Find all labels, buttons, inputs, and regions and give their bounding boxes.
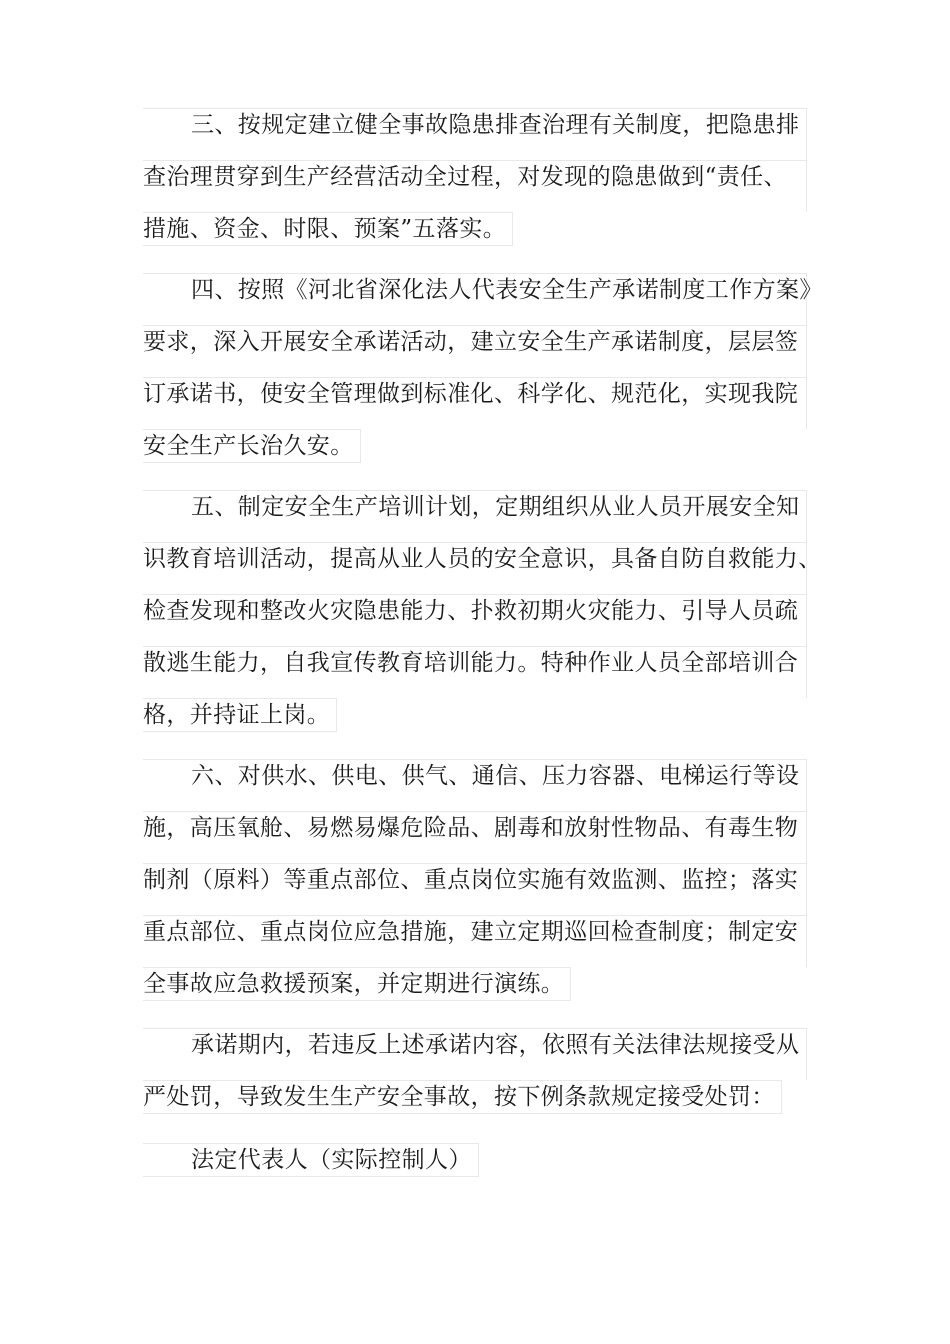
paragraph-line: 查治理贯穿到生产经营活动全过程，对发现的隐患做到“责任、 bbox=[143, 160, 807, 212]
paragraph-line: 要求，深入开展安全承诺活动，建立安全生产承诺制度，层层签 bbox=[143, 325, 807, 377]
paragraph-line: 散逃生能力，自我宣传教育培训能力。特种作业人员全部培训合 bbox=[143, 646, 807, 698]
paragraph-line: 六、对供水、供电、供气、通信、压力容器、电梯运行等设 bbox=[143, 759, 807, 811]
paragraph-line: 五、制定安全生产培训计划，定期组织从业人员开展安全知 bbox=[143, 490, 807, 542]
paragraph-line: 全事故应急救援预案，并定期进行演练。 bbox=[143, 967, 571, 1001]
paragraph-line: 制剂（原料）等重点部位、重点岗位实施有效监测、监控；落实 bbox=[143, 863, 807, 915]
paragraph-item-8 bbox=[143, 1143, 479, 1177]
paragraph-line: 重点部位、重点岗位应急措施，建立定期巡回检查制度；制定安 bbox=[143, 915, 807, 967]
paragraph-line: 施，高压氧舱、易燃易爆危险品、剧毒和放射性物品、有毒生物 bbox=[143, 811, 807, 863]
paragraph-line: 措施、资金、时限、预案”五落实。 bbox=[143, 212, 513, 246]
paragraph-item-3 bbox=[143, 108, 807, 246]
paragraph-item-4 bbox=[143, 273, 823, 463]
paragraph-item-6 bbox=[143, 759, 807, 1001]
paragraph-line: 严处罚，导致发生生产安全事故，按下例条款规定接受处罚： bbox=[143, 1080, 782, 1114]
paragraph-line: 订承诺书，使安全管理做到标准化、科学化、规范化，实现我院 bbox=[143, 377, 807, 429]
paragraph-line: 安全生产长治久安。 bbox=[143, 429, 361, 463]
paragraph-item-5 bbox=[143, 490, 822, 732]
paragraph-line: 四、按照《河北省深化法人代表安全生产承诺制度工作方案》 bbox=[143, 273, 807, 325]
paragraph-line: 检查发现和整改火灾隐患能力、扑救初期火灾能力、引导人员疏 bbox=[143, 594, 807, 646]
paragraph-line: 识教育培训活动，提高从业人员的安全意识，具备自防自救能力、 bbox=[143, 542, 807, 594]
paragraph-line: 承诺期内，若违反上述承诺内容，依照有关法律法规接受从 bbox=[143, 1028, 807, 1080]
paragraph-item-7 bbox=[143, 1028, 807, 1114]
paragraph-line: 格，并持证上岗。 bbox=[143, 698, 337, 732]
signature-label: 法定代表人（实际控制人） bbox=[143, 1143, 479, 1177]
paragraph-line: 三、按规定建立健全事故隐患排查治理有关制度，把隐患排 bbox=[143, 108, 807, 160]
